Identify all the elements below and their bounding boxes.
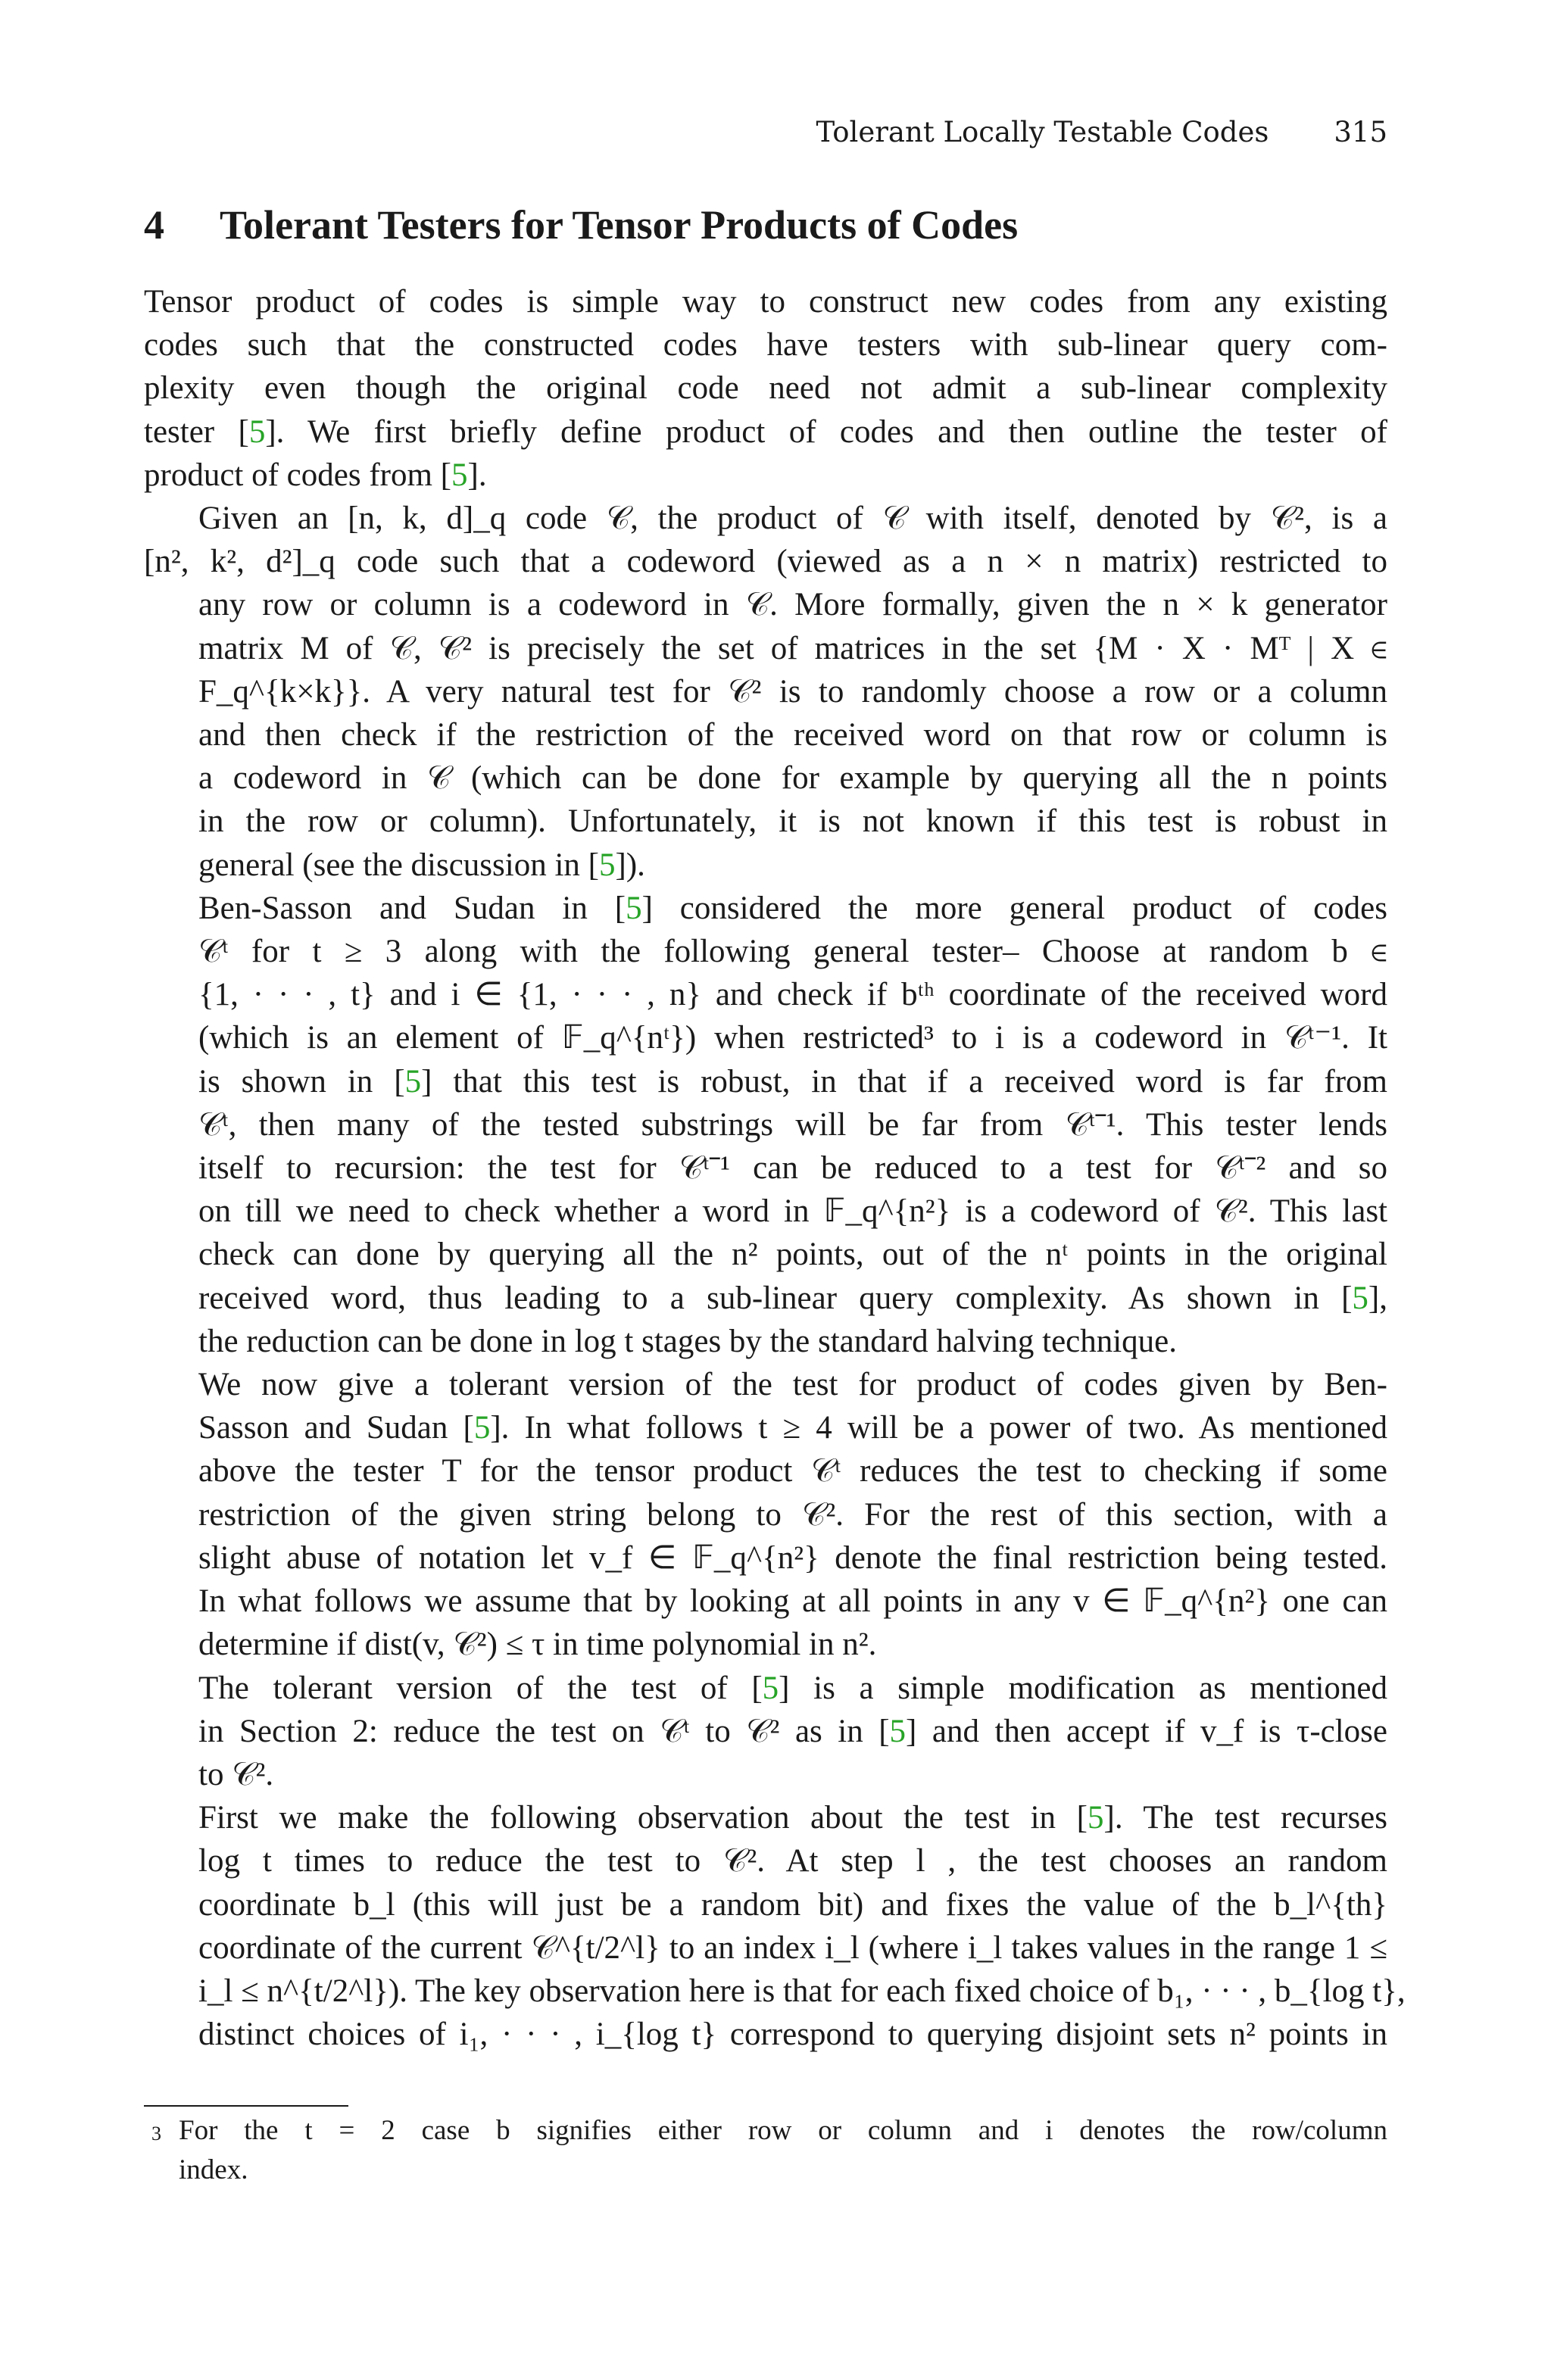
- text-line: 𝒞ᵗ for t ≥ 3 along with the following general tester– Choose at random b ∈: [198, 934, 1387, 970]
- text-line: received word, thus leading to a sub-linear query complexity. As shown in [5],: [198, 1280, 1387, 1316]
- citation-link[interactable]: 5: [404, 1063, 422, 1100]
- text-line: Sasson and Sudan [5]. In what follows t ≥ 4 will be a power of two. As mentioned: [198, 1410, 1388, 1446]
- section-heading: [144, 198, 1387, 251]
- page-number: 315: [1334, 116, 1387, 148]
- text-line: (which is an element of 𝔽_q^{nᵗ}) when restricted³ to i is a codeword in 𝒞ᵗ⁻¹. It: [198, 1020, 1387, 1056]
- text-line: on till we need to check whether a word in 𝔽_q^{n²} is a codeword of 𝒞². This last: [198, 1193, 1387, 1230]
- text-line: determine if dist(v, 𝒞²) ≤ τ in time polynomial in n².: [198, 1627, 877, 1663]
- text-line: {1, · · · , t} and i ∈ {1, · · · , n} and check if bᵗʰ coordinate of the received word: [198, 977, 1387, 1013]
- text-line: 𝒞ᵗ, then many of the tested substrings will be far from 𝒞ᵗ⁻¹. This tester lends: [198, 1106, 1387, 1143]
- text-line: above the tester T for the tensor product 𝒞ᵗ reduces the test to checking if some: [198, 1453, 1387, 1489]
- section-number: 4: [144, 202, 164, 248]
- citation-link[interactable]: 5: [598, 847, 616, 883]
- text-line: tester [5]. We first briefly define product of codes and then outline the tester of: [144, 413, 1387, 450]
- paragraph: [144, 1667, 1387, 1797]
- section-title: Tolerant Testers for Tensor Products of Codes: [220, 202, 1019, 248]
- text-line: product of codes from [5].: [144, 457, 487, 493]
- footnote-line: index.: [179, 2154, 248, 2185]
- footnote-line: For the t = 2 case b signifies either row or column and i denotes the row/column: [179, 2115, 1387, 2146]
- paragraph: [144, 497, 1387, 887]
- text-line: and then check if the restriction of the received word on that row or column is: [198, 717, 1387, 753]
- body-text: [144, 280, 1406, 2056]
- citation-link[interactable]: 5: [248, 413, 266, 450]
- footnote: [144, 2105, 1387, 2190]
- text-line: a codeword in 𝒞 (which can be done for example by querying all the n points: [198, 760, 1387, 797]
- text-line: codes such that the constructed codes have testers with sub-linear query com-: [144, 327, 1387, 363]
- citation-link[interactable]: 5: [451, 457, 468, 493]
- text-line: itself to recursion: the test for 𝒞ᵗ⁻¹ can be reduced to a test for 𝒞ᵗ⁻² and so: [198, 1150, 1387, 1187]
- text-line: any row or column is a codeword in 𝒞. More formally, given the n × k generator: [198, 587, 1387, 623]
- text-line: coordinate b_l (this will just be a random bit) and fixes the value of the b_l^{th}: [198, 1886, 1387, 1923]
- text-line: the reduction can be done in log t stages by the standard halving technique.: [198, 1323, 1178, 1359]
- text-line: [n², k², d²]_q code such that a codeword (viewed as a n × n matrix) restricted to: [144, 544, 1387, 580]
- text-line: F_q^{k×k}}. A very natural test for 𝒞² is to randomly choose a row or a column: [198, 673, 1387, 710]
- paragraph: [144, 280, 1387, 497]
- text-line: First we make the following observation about the test in [5]. The test recurses: [198, 1800, 1387, 1836]
- text-line: in the row or column). Unfortunately, it is not known if this test is robust in: [198, 803, 1387, 840]
- text-line: We now give a tolerant version of the test for product of codes given by Ben-: [198, 1367, 1387, 1403]
- citation-link[interactable]: 5: [473, 1410, 491, 1446]
- text-line: log t times to reduce the test to 𝒞². At step l , the test chooses an random: [198, 1843, 1387, 1879]
- running-head: [816, 114, 1387, 151]
- running-head-title: Tolerant Locally Testable Codes: [816, 116, 1269, 148]
- paragraph: [144, 1363, 1387, 1666]
- text-line: in Section 2: reduce the test on 𝒞ᵗ to 𝒞² as in [5] and then accept if v_f is τ-close: [198, 1713, 1387, 1749]
- footnote-rule: [144, 2105, 348, 2107]
- citation-link[interactable]: 5: [889, 1713, 907, 1749]
- text-line: is shown in [5] that this test is robust, in that if a received word is far from: [198, 1063, 1388, 1100]
- text-line: Ben-Sasson and Sudan in [5] considered the more general product of codes: [198, 890, 1387, 926]
- text-line: Given an [n, k, d]_q code 𝒞, the product of 𝒞 with itself, denoted by 𝒞², is a: [198, 501, 1387, 537]
- citation-link[interactable]: 5: [1087, 1800, 1104, 1836]
- text-line: check can done by querying all the n² points, out of the nᵗ points in the original: [198, 1237, 1387, 1273]
- citation-link[interactable]: 5: [626, 890, 642, 926]
- text-line: In what follows we assume that by looking at all points in any v ∈ 𝔽_q^{n²} one can: [198, 1583, 1387, 1620]
- footnote-body: [144, 2111, 1387, 2190]
- text-line: general (see the discussion in [5]).: [198, 847, 645, 883]
- citation-link[interactable]: 5: [1352, 1280, 1368, 1316]
- text-line: plexity even though the original code need not admit a sub-linear complexity: [144, 370, 1387, 407]
- footnote-mark: 3: [151, 2123, 161, 2144]
- text-line: coordinate of the current 𝒞^{t/2^l} to an index i_l (where i_l takes values in the range 1 ≤: [198, 1929, 1387, 1966]
- paragraph: [144, 887, 1387, 1363]
- text-line: restriction of the given string belong to 𝒞². For the rest of this section, with a: [198, 1496, 1387, 1533]
- paragraph: [144, 1796, 1406, 2056]
- text-line: distinct choices of i₁, · · · , i_{log t} correspond to querying disjoint sets n² points in: [198, 2017, 1387, 2053]
- text-line: The tolerant version of the test of [5] is a simple modification as mentioned: [198, 1670, 1387, 1706]
- citation-link[interactable]: 5: [762, 1670, 779, 1706]
- text-line: matrix M of 𝒞, 𝒞² is precisely the set of matrices in the set {M · X · Mᵀ | X ∈: [198, 630, 1387, 666]
- paper-page: [144, 0, 1406, 2380]
- text-line: slight abuse of notation let v_f ∈ 𝔽_q^{n²} denote the final restriction being tested.: [198, 1539, 1387, 1576]
- text-line: to 𝒞².: [198, 1756, 274, 1792]
- text-line: i_l ≤ n^{t/2^l}). The key observation here is that for each fixed choice of b₁, · · · , b_{log t},: [198, 1973, 1406, 2009]
- text-line: Tensor product of codes is simple way to construct new codes from any existing: [144, 284, 1387, 320]
